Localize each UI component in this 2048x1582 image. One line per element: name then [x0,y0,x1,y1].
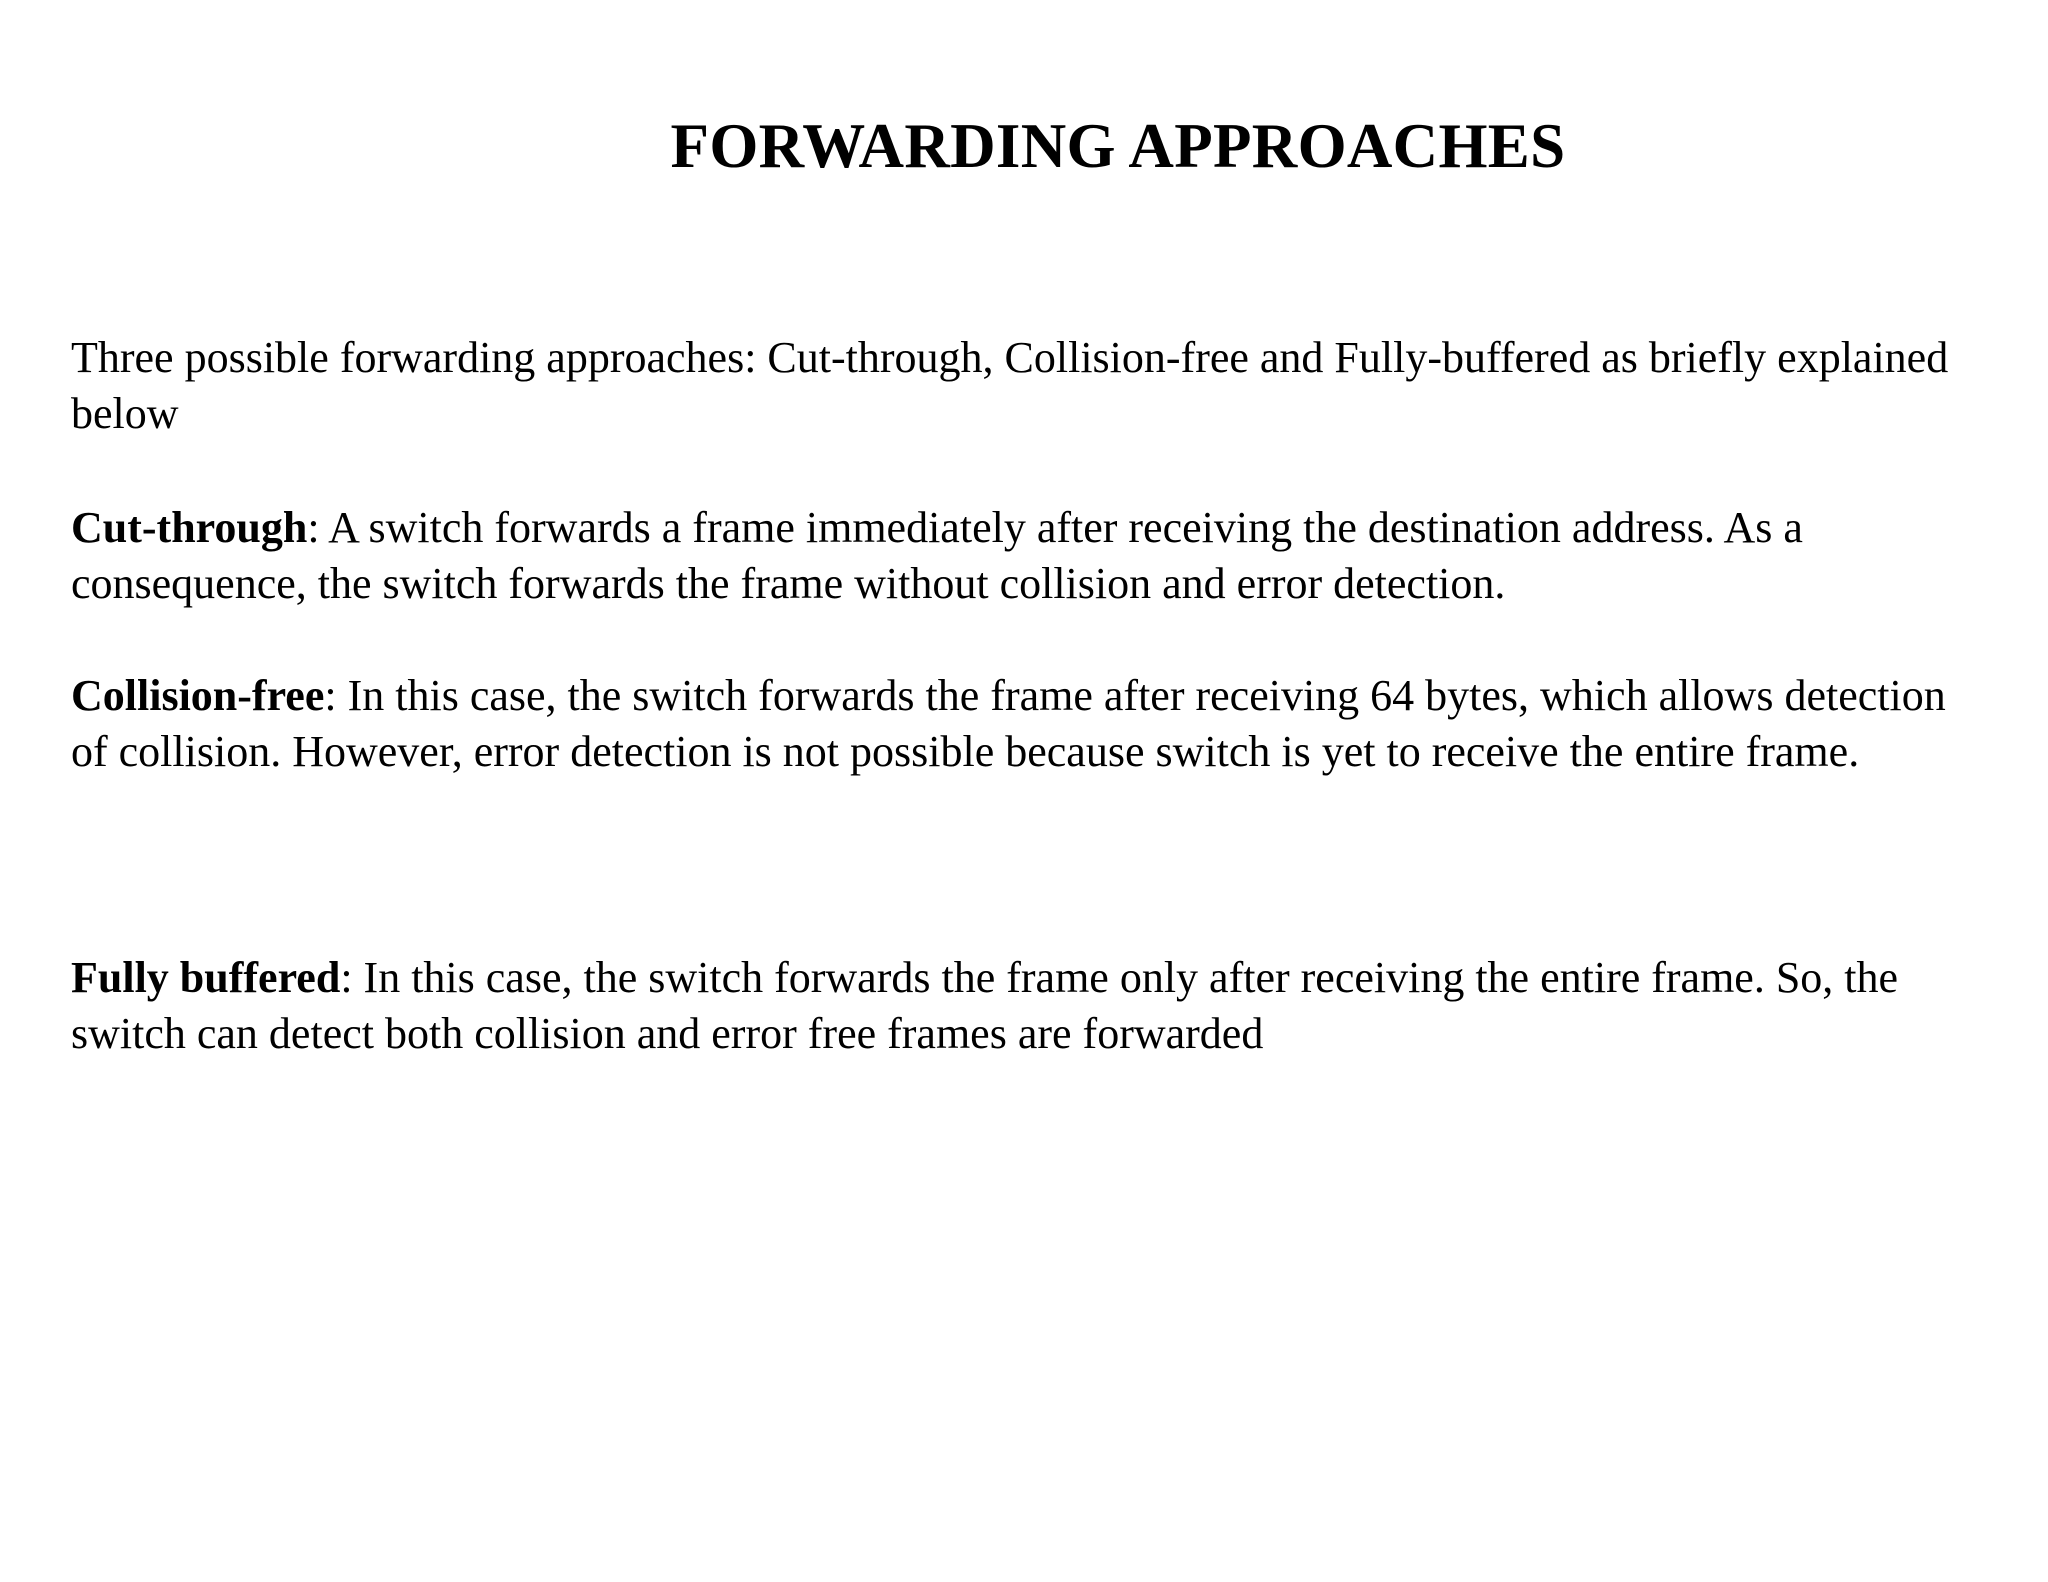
page-title: FORWARDING APPROACHES [670,111,1566,181]
fully-buffered-text: : In this case, the switch forwards the frame only after receiving the entire frame. So, the switch can detect both collision and error free frames are forwarded [71,953,1899,1058]
cut-through-paragraph [71,500,1971,612]
collision-free-text: : In this case, the switch forwards the frame after receiving 64 bytes, which allows detection of collision. However, error detection is not possible because switch is yet to receive the entire frame. [71,671,1946,776]
intro-paragraph: Three possible forwarding approaches: Cut-through, Collision-free and Fully-buffered as briefly explained below [71,333,1949,438]
fully-buffered-term: Fully buffered [71,953,341,1002]
cut-through-term: Cut-through [71,503,308,552]
fully-buffered-paragraph [71,950,1971,1062]
collision-free-term: Collision-free [71,671,325,720]
collision-free-paragraph [71,668,1971,780]
cut-through-text: : A switch forwards a frame immediately after receiving the destination address. As a consequence, the switch forwards the frame without collision and error detection. [71,503,1803,608]
